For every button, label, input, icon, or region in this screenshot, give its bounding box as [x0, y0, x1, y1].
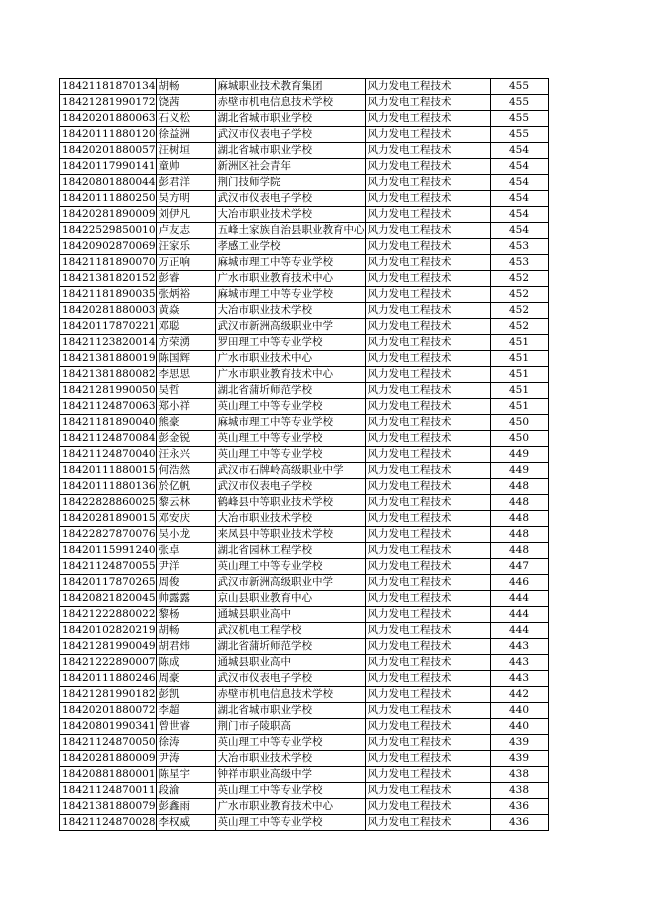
table-row [60, 383, 549, 399]
student-name-cell: 汪永兴 [156, 447, 215, 463]
student-name-cell: 陈国辉 [156, 351, 215, 367]
school-cell: 湖北省城市职业学校 [215, 703, 365, 719]
major-cell: 风力发电工程技术 [365, 271, 490, 287]
student-name-cell: 帅露露 [156, 591, 215, 607]
score-cell: 438 [490, 783, 548, 799]
major-cell: 风力发电工程技术 [365, 143, 490, 159]
exam-id-cell: 18420117870265 [60, 575, 157, 591]
table-row [60, 319, 549, 335]
exam-id-cell: 18421222890007 [60, 655, 157, 671]
score-cell: 455 [490, 111, 548, 127]
student-name-cell: 彭鑫雨 [156, 799, 215, 815]
table-row [60, 175, 549, 191]
school-cell: 麻城市理工中等专业学校 [215, 255, 365, 271]
major-cell: 风力发电工程技术 [365, 527, 490, 543]
table-row [60, 127, 549, 143]
major-cell: 风力发电工程技术 [365, 735, 490, 751]
major-cell: 风力发电工程技术 [365, 223, 490, 239]
major-cell: 风力发电工程技术 [365, 671, 490, 687]
major-cell: 风力发电工程技术 [365, 687, 490, 703]
school-cell: 广水市职业技术中心 [215, 351, 365, 367]
school-cell: 罗田理工中等专业学校 [215, 335, 365, 351]
major-cell: 风力发电工程技术 [365, 335, 490, 351]
major-cell: 风力发电工程技术 [365, 399, 490, 415]
exam-id-cell: 18421281990172 [60, 95, 157, 111]
major-cell: 风力发电工程技术 [365, 607, 490, 623]
score-cell: 443 [490, 655, 548, 671]
school-cell: 英山理工中等专业学校 [215, 447, 365, 463]
table-row [60, 79, 549, 95]
school-cell: 广水市职业教育技术中心 [215, 799, 365, 815]
admission-score-table [59, 78, 549, 831]
exam-id-cell: 18421381880082 [60, 367, 157, 383]
score-cell: 443 [490, 671, 548, 687]
major-cell: 风力发电工程技术 [365, 575, 490, 591]
score-cell: 449 [490, 447, 548, 463]
student-name-cell: 彭金锐 [156, 431, 215, 447]
exam-id-cell: 18421181890040 [60, 415, 157, 431]
exam-id-cell: 18420201880057 [60, 143, 157, 159]
table-row [60, 399, 549, 415]
student-name-cell: 段渝 [156, 783, 215, 799]
major-cell: 风力发电工程技术 [365, 303, 490, 319]
major-cell: 风力发电工程技术 [365, 623, 490, 639]
student-name-cell: 黄焱 [156, 303, 215, 319]
school-cell: 英山理工中等专业学校 [215, 559, 365, 575]
score-cell: 448 [490, 479, 548, 495]
score-cell: 447 [490, 559, 548, 575]
major-cell: 风力发电工程技术 [365, 383, 490, 399]
student-name-cell: 黎杨 [156, 607, 215, 623]
exam-id-cell: 18421181890035 [60, 287, 157, 303]
score-cell: 444 [490, 591, 548, 607]
student-name-cell: 卢友志 [156, 223, 215, 239]
school-cell: 英山理工中等专业学校 [215, 735, 365, 751]
student-name-cell: 胡畅 [156, 79, 215, 95]
student-name-cell: 张炳裕 [156, 287, 215, 303]
exam-id-cell: 18422529850010 [60, 223, 157, 239]
score-cell: 452 [490, 319, 548, 335]
score-cell: 448 [490, 495, 548, 511]
exam-id-cell: 18422827870076 [60, 527, 157, 543]
score-cell: 436 [490, 799, 548, 815]
score-cell: 451 [490, 335, 548, 351]
major-cell: 风力发电工程技术 [365, 159, 490, 175]
student-name-cell: 李超 [156, 703, 215, 719]
table-row [60, 671, 549, 687]
school-cell: 赤壁市机电信息技术学校 [215, 95, 365, 111]
table-row [60, 431, 549, 447]
table-row [60, 767, 549, 783]
exam-id-cell: 18421381880019 [60, 351, 157, 367]
exam-id-cell: 18421124870084 [60, 431, 157, 447]
major-cell: 风力发电工程技术 [365, 559, 490, 575]
table-row [60, 191, 549, 207]
exam-id-cell: 18421281990182 [60, 687, 157, 703]
school-cell: 武汉市新洲高级职业中学 [215, 575, 365, 591]
score-cell: 448 [490, 527, 548, 543]
exam-id-cell: 18421222880022 [60, 607, 157, 623]
exam-id-cell: 18421124870011 [60, 783, 157, 799]
student-name-cell: 吴方明 [156, 191, 215, 207]
student-name-cell: 汪家乐 [156, 239, 215, 255]
school-cell: 湖北省城市职业学校 [215, 143, 365, 159]
major-cell: 风力发电工程技术 [365, 287, 490, 303]
table-body [60, 79, 549, 831]
school-cell: 湖北省城市职业学校 [215, 111, 365, 127]
exam-id-cell: 18420201880072 [60, 703, 157, 719]
school-cell: 湖北省蒲圻师范学校 [215, 383, 365, 399]
school-cell: 来凤县中等职业技术学校 [215, 527, 365, 543]
school-cell: 鹤峰县中等职业技术学校 [215, 495, 365, 511]
score-cell: 440 [490, 703, 548, 719]
student-name-cell: 李权威 [156, 815, 215, 831]
exam-id-cell: 18421123820014 [60, 335, 157, 351]
major-cell: 风力发电工程技术 [365, 815, 490, 831]
table-row [60, 159, 549, 175]
exam-id-cell: 18420117990141 [60, 159, 157, 175]
table-row [60, 511, 549, 527]
exam-id-cell: 18420281890015 [60, 511, 157, 527]
student-name-cell: 尹洋 [156, 559, 215, 575]
score-cell: 455 [490, 79, 548, 95]
score-cell: 439 [490, 751, 548, 767]
major-cell: 风力发电工程技术 [365, 495, 490, 511]
school-cell: 荆门市子陵职高 [215, 719, 365, 735]
table-row [60, 223, 549, 239]
exam-id-cell: 18420111880250 [60, 191, 157, 207]
student-name-cell: 周俊 [156, 575, 215, 591]
score-cell: 439 [490, 735, 548, 751]
table-row [60, 527, 549, 543]
student-name-cell: 曾世睿 [156, 719, 215, 735]
table-row [60, 447, 549, 463]
table-row [60, 271, 549, 287]
score-cell: 451 [490, 351, 548, 367]
student-name-cell: 徐涛 [156, 735, 215, 751]
exam-id-cell: 18421124870040 [60, 447, 157, 463]
school-cell: 麻城市理工中等专业学校 [215, 287, 365, 303]
major-cell: 风力发电工程技术 [365, 703, 490, 719]
table-row [60, 559, 549, 575]
major-cell: 风力发电工程技术 [365, 719, 490, 735]
exam-id-cell: 18420111880136 [60, 479, 157, 495]
student-name-cell: 熊豪 [156, 415, 215, 431]
score-cell: 443 [490, 639, 548, 655]
score-cell: 450 [490, 415, 548, 431]
score-cell: 454 [490, 143, 548, 159]
school-cell: 英山理工中等专业学校 [215, 783, 365, 799]
student-name-cell: 於亿帆 [156, 479, 215, 495]
score-cell: 444 [490, 623, 548, 639]
exam-id-cell: 18421181870134 [60, 79, 157, 95]
major-cell: 风力发电工程技术 [365, 639, 490, 655]
student-name-cell: 黎云林 [156, 495, 215, 511]
exam-id-cell: 18420821820045 [60, 591, 157, 607]
school-cell: 英山理工中等专业学校 [215, 399, 365, 415]
school-cell: 广水市职业教育技术中心 [215, 271, 365, 287]
school-cell: 广水市职业教育技术中心 [215, 367, 365, 383]
school-cell: 武汉机电工程学校 [215, 623, 365, 639]
school-cell: 大冶市职业技术学校 [215, 511, 365, 527]
exam-id-cell: 18421281990049 [60, 639, 157, 655]
school-cell: 武汉市仪表电子学校 [215, 671, 365, 687]
major-cell: 风力发电工程技术 [365, 255, 490, 271]
school-cell: 钟祥市职业高级中学 [215, 767, 365, 783]
major-cell: 风力发电工程技术 [365, 95, 490, 111]
table-row [60, 543, 549, 559]
student-name-cell: 徐益洲 [156, 127, 215, 143]
table-row [60, 623, 549, 639]
score-cell: 451 [490, 399, 548, 415]
school-cell: 武汉市石牌岭高级职业中学 [215, 463, 365, 479]
table-row [60, 287, 549, 303]
school-cell: 五峰土家族自治县职业教育中心 [215, 223, 365, 239]
table-row [60, 575, 549, 591]
exam-id-cell: 18421381880079 [60, 799, 157, 815]
school-cell: 孝感工业学校 [215, 239, 365, 255]
school-cell: 京山县职业教育中心 [215, 591, 365, 607]
major-cell: 风力发电工程技术 [365, 207, 490, 223]
school-cell: 荆门技师学院 [215, 175, 365, 191]
table-row [60, 415, 549, 431]
score-cell: 452 [490, 287, 548, 303]
student-name-cell: 陈星宇 [156, 767, 215, 783]
major-cell: 风力发电工程技术 [365, 479, 490, 495]
school-cell: 湖北省蒲圻师范学校 [215, 639, 365, 655]
score-cell: 451 [490, 367, 548, 383]
score-cell: 454 [490, 191, 548, 207]
score-cell: 436 [490, 815, 548, 831]
major-cell: 风力发电工程技术 [365, 447, 490, 463]
school-cell: 武汉市仪表电子学校 [215, 191, 365, 207]
major-cell: 风力发电工程技术 [365, 511, 490, 527]
score-cell: 440 [490, 719, 548, 735]
table-row [60, 239, 549, 255]
exam-id-cell: 18421181890070 [60, 255, 157, 271]
school-cell: 武汉市仪表电子学校 [215, 127, 365, 143]
school-cell: 新洲区社会青年 [215, 159, 365, 175]
score-cell: 448 [490, 543, 548, 559]
table-row [60, 655, 549, 671]
school-cell: 湖北省园林工程学校 [215, 543, 365, 559]
student-name-cell: 郑小祥 [156, 399, 215, 415]
score-cell: 454 [490, 207, 548, 223]
score-cell: 449 [490, 463, 548, 479]
student-name-cell: 石义松 [156, 111, 215, 127]
table-row [60, 639, 549, 655]
table-row [60, 735, 549, 751]
score-cell: 454 [490, 159, 548, 175]
exam-id-cell: 18420281880003 [60, 303, 157, 319]
exam-id-cell: 18420111880120 [60, 127, 157, 143]
student-name-cell: 邓安庆 [156, 511, 215, 527]
school-cell: 通城县职业高中 [215, 607, 365, 623]
student-name-cell: 刘伊凡 [156, 207, 215, 223]
major-cell: 风力发电工程技术 [365, 655, 490, 671]
school-cell: 武汉市仪表电子学校 [215, 479, 365, 495]
exam-id-cell: 18420117870221 [60, 319, 157, 335]
score-cell: 448 [490, 511, 548, 527]
score-cell: 453 [490, 239, 548, 255]
school-cell: 英山理工中等专业学校 [215, 815, 365, 831]
student-name-cell: 童帅 [156, 159, 215, 175]
exam-id-cell: 18421124870055 [60, 559, 157, 575]
school-cell: 英山理工中等专业学校 [215, 431, 365, 447]
table-row [60, 703, 549, 719]
score-cell: 450 [490, 431, 548, 447]
exam-id-cell: 18420801880044 [60, 175, 157, 191]
student-name-cell: 吴哲 [156, 383, 215, 399]
table-row [60, 719, 549, 735]
exam-id-cell: 18420281890009 [60, 207, 157, 223]
major-cell: 风力发电工程技术 [365, 175, 490, 191]
student-name-cell: 胡君炜 [156, 639, 215, 655]
major-cell: 风力发电工程技术 [365, 111, 490, 127]
table-row [60, 799, 549, 815]
table-row [60, 751, 549, 767]
score-cell: 446 [490, 575, 548, 591]
score-cell: 455 [490, 95, 548, 111]
table-row [60, 255, 549, 271]
major-cell: 风力发电工程技术 [365, 767, 490, 783]
student-name-cell: 彭凯 [156, 687, 215, 703]
student-name-cell: 何浩然 [156, 463, 215, 479]
student-name-cell: 方荣湧 [156, 335, 215, 351]
score-cell: 452 [490, 303, 548, 319]
school-cell: 大冶市职业技术学校 [215, 207, 365, 223]
student-name-cell: 彭君洋 [156, 175, 215, 191]
table-row [60, 367, 549, 383]
school-cell: 大冶市职业技术学校 [215, 751, 365, 767]
school-cell: 通城县职业高中 [215, 655, 365, 671]
table-row [60, 335, 549, 351]
score-cell: 451 [490, 383, 548, 399]
major-cell: 风力发电工程技术 [365, 319, 490, 335]
score-cell: 444 [490, 607, 548, 623]
student-name-cell: 吴小龙 [156, 527, 215, 543]
school-cell: 大冶市职业技术学校 [215, 303, 365, 319]
exam-id-cell: 18420115991240 [60, 543, 157, 559]
table-row [60, 351, 549, 367]
table-row [60, 607, 549, 623]
major-cell: 风力发电工程技术 [365, 79, 490, 95]
student-name-cell: 彭睿 [156, 271, 215, 287]
exam-id-cell: 18420801990341 [60, 719, 157, 735]
exam-id-cell: 18421124870028 [60, 815, 157, 831]
major-cell: 风力发电工程技术 [365, 431, 490, 447]
table-row [60, 95, 549, 111]
student-name-cell: 胡畅 [156, 623, 215, 639]
score-cell: 438 [490, 767, 548, 783]
student-name-cell: 周豪 [156, 671, 215, 687]
exam-id-cell: 18420111880246 [60, 671, 157, 687]
school-cell: 赤壁市机电信息技术学校 [215, 687, 365, 703]
school-cell: 武汉市新洲高级职业中学 [215, 319, 365, 335]
score-cell: 453 [490, 255, 548, 271]
major-cell: 风力发电工程技术 [365, 239, 490, 255]
major-cell: 风力发电工程技术 [365, 191, 490, 207]
exam-id-cell: 18421381820152 [60, 271, 157, 287]
major-cell: 风力发电工程技术 [365, 799, 490, 815]
table-row [60, 463, 549, 479]
exam-id-cell: 18420281880009 [60, 751, 157, 767]
table-row [60, 479, 549, 495]
exam-id-cell: 18422828860025 [60, 495, 157, 511]
major-cell: 风力发电工程技术 [365, 783, 490, 799]
score-cell: 454 [490, 175, 548, 191]
student-name-cell: 李思思 [156, 367, 215, 383]
major-cell: 风力发电工程技术 [365, 367, 490, 383]
table-row [60, 687, 549, 703]
major-cell: 风力发电工程技术 [365, 751, 490, 767]
exam-id-cell: 18421124870063 [60, 399, 157, 415]
score-cell: 452 [490, 271, 548, 287]
student-name-cell: 尹涛 [156, 751, 215, 767]
student-name-cell: 张卓 [156, 543, 215, 559]
school-cell: 麻城职业技术教育集团 [215, 79, 365, 95]
exam-id-cell: 18421281990050 [60, 383, 157, 399]
table-row [60, 815, 549, 831]
major-cell: 风力发电工程技术 [365, 415, 490, 431]
major-cell: 风力发电工程技术 [365, 463, 490, 479]
major-cell: 风力发电工程技术 [365, 591, 490, 607]
major-cell: 风力发电工程技术 [365, 543, 490, 559]
score-cell: 442 [490, 687, 548, 703]
exam-id-cell: 18420902870069 [60, 239, 157, 255]
student-name-cell: 陈成 [156, 655, 215, 671]
exam-id-cell: 18420881880001 [60, 767, 157, 783]
table-row [60, 495, 549, 511]
table-row [60, 207, 549, 223]
exam-id-cell: 18420111880015 [60, 463, 157, 479]
table-row [60, 111, 549, 127]
table-row [60, 143, 549, 159]
table-row [60, 591, 549, 607]
major-cell: 风力发电工程技术 [365, 127, 490, 143]
exam-id-cell: 18420201880063 [60, 111, 157, 127]
student-name-cell: 邓聪 [156, 319, 215, 335]
student-name-cell: 万正响 [156, 255, 215, 271]
exam-id-cell: 18420102820219 [60, 623, 157, 639]
student-name-cell: 汪树垣 [156, 143, 215, 159]
score-cell: 454 [490, 223, 548, 239]
score-cell: 455 [490, 127, 548, 143]
exam-id-cell: 18421124870050 [60, 735, 157, 751]
student-name-cell: 饶茜 [156, 95, 215, 111]
table-row [60, 783, 549, 799]
table-row [60, 303, 549, 319]
major-cell: 风力发电工程技术 [365, 351, 490, 367]
school-cell: 麻城市理工中等专业学校 [215, 415, 365, 431]
